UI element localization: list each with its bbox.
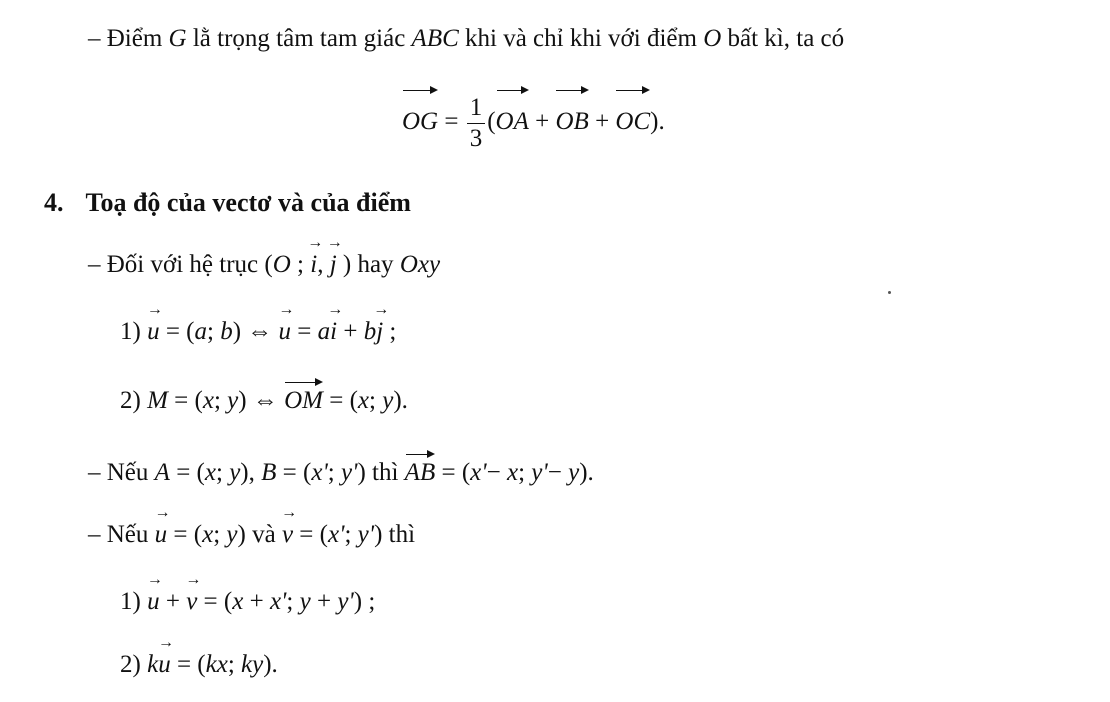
var-ky: ky (241, 651, 264, 678)
text: ), (240, 459, 262, 486)
coordinate-system-line (88, 248, 440, 282)
point-a: A (154, 459, 170, 486)
fraction-denominator: 3 (469, 124, 483, 152)
var-a: a (317, 318, 331, 345)
text: – Nếu (88, 459, 155, 486)
text: ; (290, 251, 311, 278)
plus: + (337, 318, 364, 345)
item-number: 2) (120, 651, 148, 678)
text: = ( (276, 459, 312, 486)
var-x: x (202, 387, 214, 414)
rule-point-coordinates (120, 380, 408, 418)
text: – Nếu (88, 521, 155, 548)
centroid-formula (402, 88, 665, 154)
vector-u: u → (147, 585, 160, 619)
var-y: y (229, 459, 241, 486)
vector-u: u → (279, 315, 292, 349)
var-x: x (202, 521, 214, 548)
text: ; (369, 387, 383, 414)
text: ; (213, 387, 228, 414)
vector-i: i → (330, 315, 337, 349)
vector-oa: OA (496, 88, 529, 152)
text: – Điểm (88, 25, 169, 52)
var-y-prime: y' (357, 521, 375, 548)
var-b: b (363, 318, 377, 345)
vector-og: OG (402, 88, 438, 152)
equals: = (438, 108, 465, 135)
vector-v: v → (282, 518, 293, 552)
text: khi và chỉ khi với điểm (458, 25, 704, 52)
text: = ( (167, 521, 203, 548)
text: ). (579, 459, 594, 486)
vector-u: u → (155, 518, 168, 552)
point-m: M (147, 387, 168, 414)
text: ) ⇔ (238, 387, 285, 414)
text: = ( (293, 521, 328, 548)
var-x-prime: x' (327, 521, 345, 548)
text: ; (227, 651, 242, 678)
oxy-label: Oxy (399, 251, 441, 278)
vector-j: j → (376, 315, 383, 349)
var-a: a (194, 318, 208, 345)
text: lằ trọng tâm tam giác (186, 25, 412, 52)
plus: + (588, 108, 616, 135)
var-x: x (506, 459, 519, 486)
vector-i: i → (310, 248, 317, 282)
plus: + (159, 588, 187, 615)
paren: ( (487, 108, 496, 135)
origin-o: O (272, 251, 291, 278)
var-x-prime: x' (311, 459, 328, 486)
var-kx: kx (205, 651, 228, 678)
rule-vector-ab (88, 452, 594, 490)
var-b: b (220, 318, 233, 345)
text: ) ⇔ (232, 318, 279, 345)
text: ). (263, 651, 278, 678)
text: ; (518, 459, 532, 486)
triangle-abc: ABC (411, 25, 459, 52)
text: bất kì, ta có (721, 25, 845, 52)
var-y: y (299, 588, 311, 615)
rule-vector-operations-intro (88, 518, 415, 552)
var-k: k (147, 651, 159, 678)
text: = ( (159, 318, 195, 345)
minus: − (547, 459, 569, 486)
vector-u: u → (158, 648, 171, 682)
vector-ab: AB (405, 452, 436, 490)
text: ) hay (336, 251, 400, 278)
item-number: 2) (120, 387, 148, 414)
fraction-numerator: 1 (467, 93, 486, 124)
var-y: y (568, 459, 580, 486)
text: = ( (435, 459, 471, 486)
text: ; (327, 459, 341, 486)
rule-vector-coordinates (120, 315, 396, 349)
vector-u: u → (147, 315, 160, 349)
var-y: y (226, 521, 238, 548)
minus: − (486, 459, 507, 486)
var-x: x (204, 459, 216, 486)
section-title: Toạ độ của vectơ và của điểm (85, 188, 411, 217)
text: ; (215, 459, 230, 486)
point-o: O (703, 25, 722, 52)
text: = ( (322, 387, 358, 414)
var-x: x (357, 387, 370, 414)
plus: + (310, 588, 338, 615)
item-number: 1) (120, 318, 148, 345)
var-x-prime: x' (470, 459, 487, 486)
var-x: x (232, 588, 244, 615)
scan-speck (888, 291, 891, 294)
vector-ob: OB (555, 88, 588, 152)
text: , (317, 251, 330, 278)
vector-v: v → (186, 585, 197, 619)
paren: ). (650, 108, 665, 135)
vector-j: j → (330, 248, 337, 282)
text: = (291, 318, 318, 345)
section-number: 4. (44, 188, 64, 217)
text: = ( (170, 651, 206, 678)
item-number: 1) (120, 588, 148, 615)
point-g: G (168, 25, 187, 52)
rule-scalar-multiple (120, 648, 278, 682)
text: = ( (169, 459, 205, 486)
text: = ( (197, 588, 233, 615)
rule-vector-sum (120, 585, 375, 619)
text: ; (207, 318, 221, 345)
plus: + (528, 108, 556, 135)
text: = ( (167, 387, 203, 414)
section-heading (44, 186, 411, 220)
var-x-prime: x' (269, 588, 287, 615)
var-y: y (227, 387, 239, 414)
point-b: B (261, 459, 277, 486)
text: ) thì (374, 521, 416, 548)
text: ). (393, 387, 408, 414)
plus: + (243, 588, 270, 615)
var-y: y (382, 387, 394, 414)
text: ; (213, 521, 227, 548)
text: ) thì (357, 459, 405, 486)
text: ; (344, 521, 358, 548)
text: ) ; (353, 588, 376, 615)
text: ; (286, 588, 300, 615)
var-y-prime: y' (531, 459, 548, 486)
fraction-one-third (467, 93, 486, 154)
vector-om: OM (284, 380, 323, 418)
vector-oc: OC (615, 88, 650, 152)
text: ; (383, 318, 397, 345)
var-y-prime: y' (337, 588, 354, 615)
var-y-prime: y' (341, 459, 358, 486)
centroid-statement (88, 22, 844, 56)
text: ) và (237, 521, 282, 548)
text: – Đối với hệ trục ( (88, 251, 273, 278)
